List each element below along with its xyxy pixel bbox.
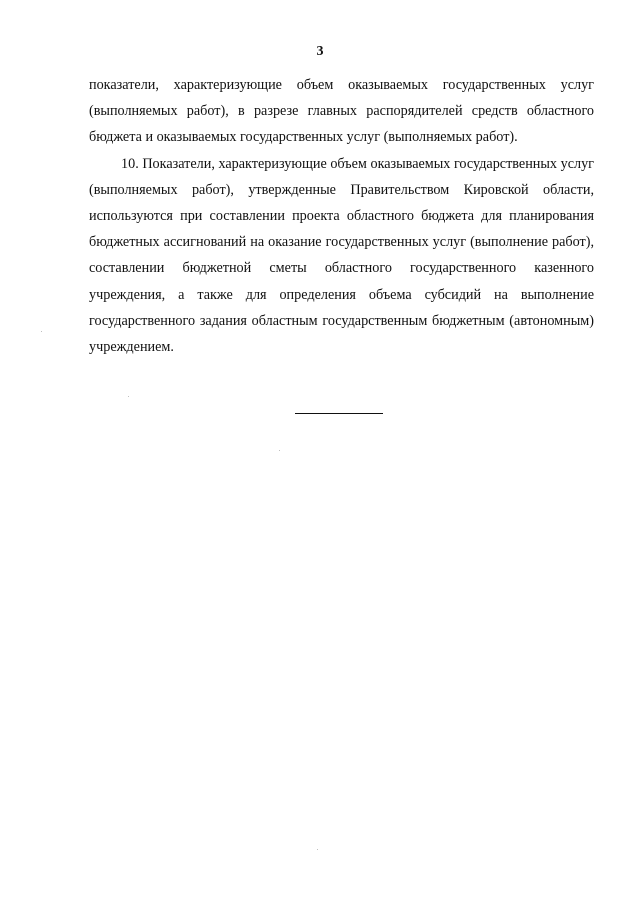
paragraph-continuation: показатели, характеризующие объем оказываемых государственных услуг (выполняемых работ), в разрезе главных распорядителей средств областного бюджета и оказываемых государственных услуг (выполняемых работ). [89, 77, 594, 146]
scan-speck [128, 396, 129, 397]
scan-speck [317, 849, 318, 850]
page-number: 3 [316, 44, 324, 59]
closing-rule [295, 413, 383, 414]
paragraph-item-10: 10. Показатели, характеризующие объем оказываемых государственных услуг (выполняемых работ), утвержденные Правительством Кировской области, используются при составлении проекта областного бюджета для планирования бюджетных ассигнований на оказание государственных услуг (выполнение работ), составлении бюджетной сметы областного государственного казенного учреждения, а также для определения объема субсидий на выполнение государственного задания областным государственным бюджетным (автономным) учреждением. [89, 155, 594, 356]
document-body [89, 72, 594, 360]
scan-speck [41, 331, 42, 332]
scan-speck [279, 450, 280, 451]
